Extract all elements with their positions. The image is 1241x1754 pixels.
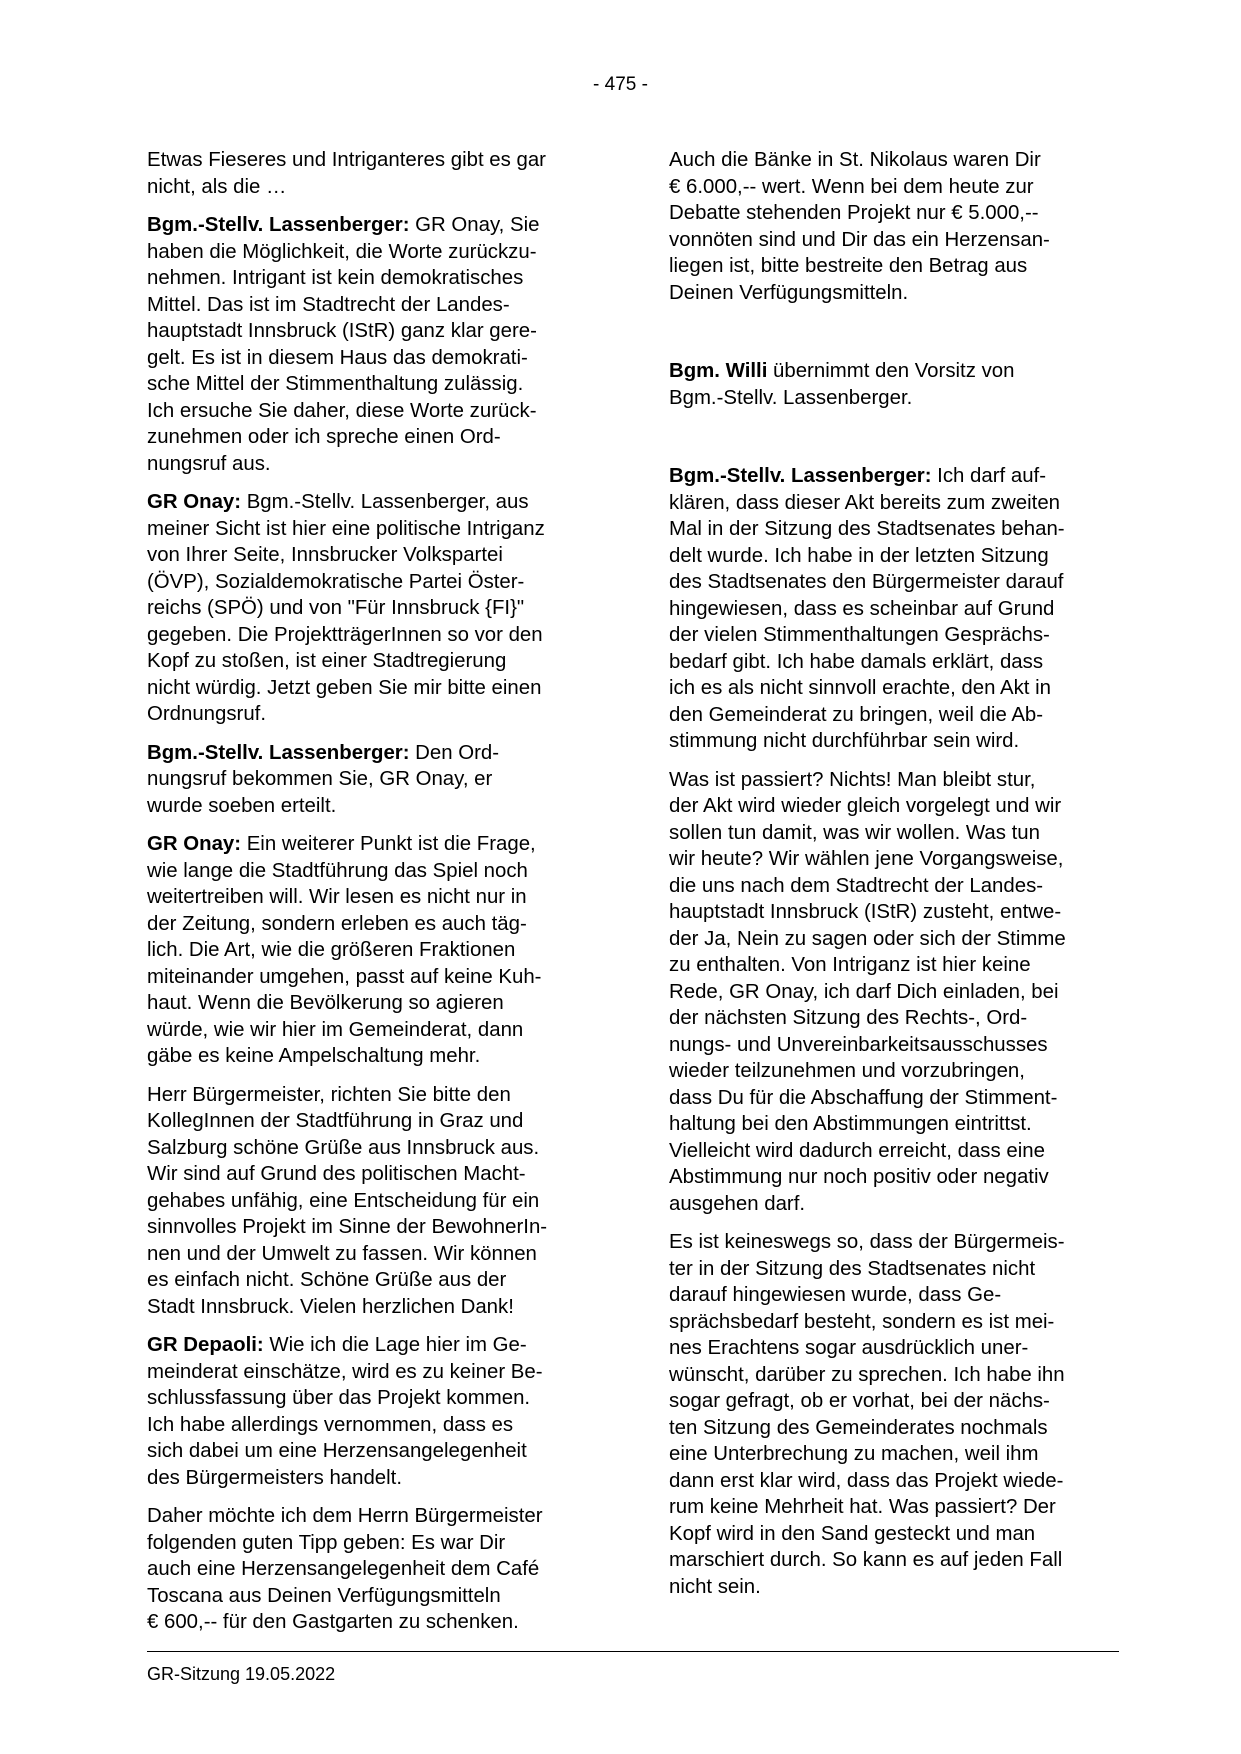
- left-column: [147, 147, 617, 1648]
- paragraph: [147, 147, 617, 200]
- paragraph: [669, 147, 1139, 306]
- paragraph: [147, 1082, 617, 1321]
- paragraph-text: Herr Bürgermeister, richten Sie bitte den KollegInnen der Stadtführung in Graz und Salzburg schöne Grüße aus Innsbruck aus. Wir sind auf Grund des politischen Macht- gehabes unfähig, eine Entscheidung für ein sinnvolles Projekt im Sinne der BewohnerIn- nen und der Umwelt zu fassen. Wir können es einfach nicht. Schöne Grüße aus der Stadt Innsbruck. Vielen herzlichen Dank!: [147, 1083, 548, 1318]
- paragraph-text: Es ist keineswegs so, dass der Bürgermeis- ter in der Sitzung des Stadtsenates nicht darauf hingewiesen wurde, dass Ge- sprächsbedarf besteht, sondern es ist mei- nes Erachtens sogar ausdrücklich uner- wünscht, darüber zu sprechen. Ich habe ihn sogar gefragt, ob er vorhat, bei der nächs- ten Sitzung des Gemeinderates nochmals eine Unterbrechung zu machen, weil ihm dann erst klar wird, dass das Projekt wiede- rum keine Mehrheit hat. Was passiert? Der Kopf wird in den Sand gesteckt und man marschiert durch. So kann es auf jeden Fall nicht sein.: [669, 1231, 1065, 1598]
- paragraph-text: Den Ord- nungsruf bekommen Sie, GR Onay, er wurde soeben erteilt.: [147, 741, 500, 817]
- speaker-label: Bgm.-Stellv. Lassenberger:: [147, 741, 410, 764]
- paragraph-text: übernimmt den Vorsitz von Bgm.-Stellv. Lassenberger.: [669, 360, 1015, 409]
- paragraph-text: Bgm.-Stellv. Lassenberger, aus meiner Sicht ist hier eine politische Intriganz von Ihrer Seite, Innsbrucker Volkspartei (ÖVP), Sozialdemokratische Partei Öster- reichs (SPÖ) und von "Für Innsbruck {FI}" gegeben. Die ProjektträgerInnen so vor den Kopf zu stoßen, ist einer Stadtregierung nicht würdig. Jetzt geben Sie mir bitte einen Ordnungsruf.: [147, 491, 545, 725]
- speaker-label: Bgm.-Stellv. Lassenberger:: [147, 214, 410, 236]
- paragraph: [147, 1332, 617, 1491]
- paragraph: [669, 358, 1139, 411]
- paragraph: [669, 463, 1139, 755]
- speaker-label: GR Onay:: [147, 491, 242, 513]
- paragraph-text: Ein weiterer Punkt ist die Frage, wie lange die Stadtführung das Spiel noch weitertreiben will. Wir lesen es nicht nur in der Zeitung, sondern erleben es auch täg- lich. Die Art, wie die größeren Fraktionen miteinander umgehen, passt auf keine Kuh- haut. Wenn die Bevölkerung so agieren würde, wie wir hier im Gemeinderat, dann gäbe es keine Ampelschaltung mehr.: [147, 833, 542, 1067]
- speaker-label: Bgm.-Stellv. Lassenberger:: [669, 465, 932, 487]
- paragraph: [147, 740, 617, 820]
- footer-divider: [147, 1651, 1119, 1652]
- speaker-label: GR Onay:: [147, 833, 242, 855]
- footer-session-date: GR-Sitzung 19.05.2022: [147, 1664, 336, 1684]
- paragraph: [147, 831, 617, 1070]
- paragraph: [669, 767, 1139, 1218]
- page-number: - 475 -: [593, 74, 648, 95]
- paragraph-text: Etwas Fieseres und Intriganteres gibt es gar nicht, als die …: [147, 149, 546, 198]
- speaker-label: Bgm. Willi: [669, 360, 768, 382]
- paragraph-text: GR Onay, Sie haben die Möglichkeit, die Worte zurückzu- nehmen. Intrigant ist kein demokratisches Mittel. Das ist im Stadtrecht der Landes- hauptstadt Innsbruck (IStR) ganz klar gere- gelt. Es ist in diesem Haus das demokrati- sche Mittel der Stimmenthaltung zulässig. Ich ersuche Sie daher, diese Worte zurück- zunehmen oder ich spreche einen Ord- nungsruf aus.: [147, 214, 540, 475]
- paragraph: [147, 1503, 617, 1636]
- paragraph-text: Auch die Bänke in St. Nikolaus waren Dir € 6.000,-- wert. Wenn bei dem heute zur Debatte stehenden Projekt nur € 5.000,-- vonnöten sind und Dir das ein Herzensan- liegen ist, bitte bestreite den Betrag aus Deinen Verfügungsmitteln.: [669, 149, 1050, 304]
- paragraph-text: Daher möchte ich dem Herrn Bürgermeister folgenden guten Tipp geben: Es war Dir auch eine Herzensangelegenheit dem Café Toscana aus Deinen Verfügungsmitteln € 600,-- für den Gastgarten zu schenken.: [147, 1505, 543, 1633]
- paragraph-text: Was ist passiert? Nichts! Man bleibt stur, der Akt wird wieder gleich vorgelegt und wir sollen tun damit, was wir wollen. Was tun wir heute? Wir wählen jene Vorgangsweise, die uns nach dem Stadtrecht der Landes- hauptstadt Innsbruck (IStR) zusteht, entwe- der Ja, Nein zu sagen oder sich der Stimme zu enthalten. Von Intriganz ist hier keine Rede, GR Onay, ich darf Dich einladen, bei der nächsten Sitzung des Rechts-, Ord- nungs- und Unvereinbarkeitsausschusses wieder teilzunehmen und vorzubringen, dass Du für die Abschaffung der Stimment- haltung bei den Abstimmungen eintrittst. Vielleicht wird dadurch erreicht, dass eine Abstimmung nur noch positiv oder negativ ausgehen darf.: [669, 768, 1066, 1215]
- paragraph: [147, 212, 617, 477]
- paragraph-text: Wie ich die Lage hier im Ge- meinderat einschätze, wird es zu keiner Be- schlussfassung über das Projekt kommen. Ich habe allerdings vernommen, dass es sich dabei um eine Herzensangelegenheit des Bürgermeisters handelt.: [147, 1334, 543, 1489]
- speaker-label: GR Depaoli:: [147, 1334, 264, 1356]
- right-column: [669, 147, 1139, 1612]
- paragraph: [147, 489, 617, 728]
- paragraph-text: Ich darf auf- klären, dass dieser Akt bereits zum zweiten Mal in der Sitzung des Stadtsenates behan- delt wurde. Ich habe in der letzten Sitzung des Stadtsenates den Bürgermeister darauf hingewiesen, dass es scheinbar auf Grund der vielen Stimmenthaltungen Gesprächs- bedarf gibt. Ich habe damals erklärt, dass ich es als nicht sinnvoll erachte, den Akt in den Gemeinderat zu bringen, weil die Ab- stimmung nicht durchführbar sein wird.: [669, 465, 1065, 752]
- paragraph: [669, 1229, 1139, 1600]
